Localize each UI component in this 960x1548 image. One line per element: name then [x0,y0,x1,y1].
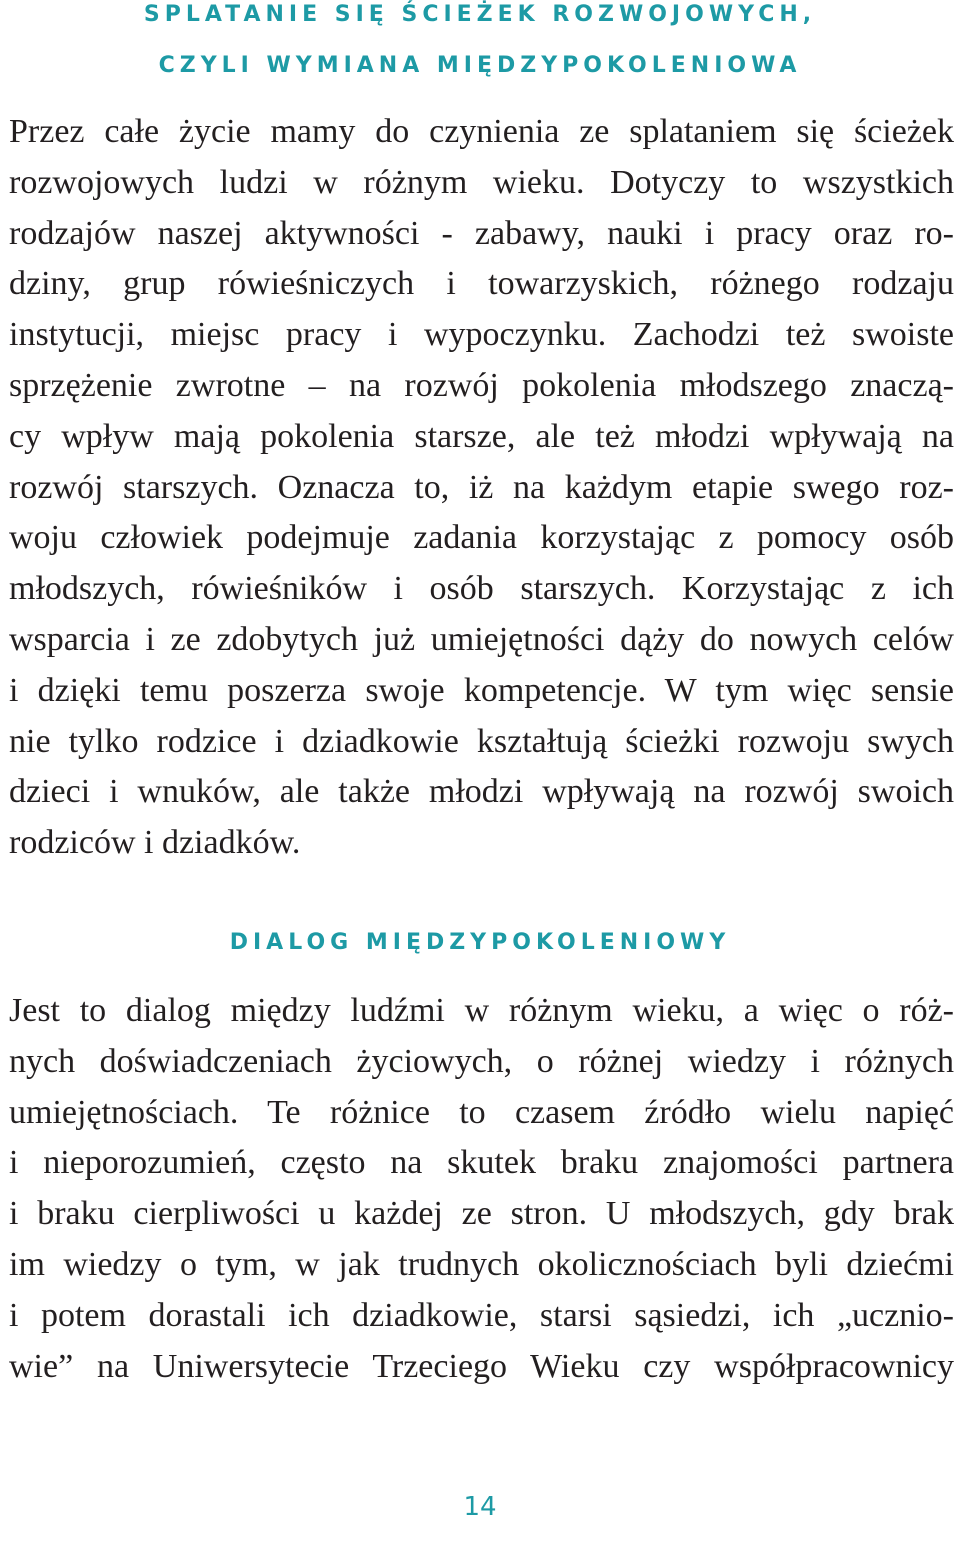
paragraph-dialog [9,986,954,1392]
text-line: i dzięki temu poszerza swoje kompetencje. W tym więc sensie [9,671,954,709]
text-line: i nieporozumień, często na skutek braku znajomości partnera [9,1144,954,1182]
text-line: rozwojowych ludzi w różnym wieku. Dotyczy to wszystkich [9,163,954,201]
section-heading-line-2: CZYLI WYMIANA MIĘDZYPOKOLENIOWA [158,53,802,78]
text-line: instytucji, miejsc pracy i wypoczynku. Zachodzi też swoiste [9,316,954,354]
text-line: woju człowiek podejmuje zadania korzystając z pomocy osób [9,519,954,557]
text-line: rodzajów naszej aktywności - zabawy, nauki i pracy oraz ro- [9,214,954,252]
text-line: im wiedzy o tym, w jak trudnych okolicznościach byli dziećmi [9,1245,954,1283]
section-heading-dialog: DIALOG MIĘDZYPOKOLENIOWY [229,930,731,955]
text-line: wie” na Uniwersytecie Trzeciego Wieku czy współpracownicy [9,1347,954,1385]
section-heading-line-1: SPLATANIE SIĘ ŚCIEŻEK ROZWOJOWYCH, [143,2,817,27]
paragraph-splatanie [9,107,954,869]
text-line: i potem dorastali ich dziadkowie, starsi sąsiedzi, ich „ucznio- [9,1296,954,1334]
text-line: nych doświadczeniach życiowych, o różnej wiedzy i różnych [9,1042,954,1080]
text-line: Jest to dialog między ludźmi w różnym wieku, a więc o róż- [9,992,954,1029]
text-line: dzieci i wnuków, ale także młodzi wpływają na rozwój swoich [9,773,954,811]
text-line: dziny, grup rówieśniczych i towarzyskich, różnego rodzaju [9,265,954,303]
text-line: wsparcia i ze zdobytych już umiejętności dąży do nowych celów [9,620,954,658]
text-line: Przez całe życie mamy do czynienia ze splataniem się ścieżek [9,113,954,150]
page-number: 14 [463,1492,497,1522]
text-line: nie tylko rodzice i dziadkowie kształtują ścieżki rozwoju swych [9,722,954,760]
text-line: sprzężenie zwrotne – na rozwój pokolenia młodszego znaczą- [9,366,954,404]
text-line: rozwój starszych. Oznacza to, iż na każdym etapie swego roz- [9,468,954,506]
text-line: cy wpływ mają pokolenia starsze, ale też młodzi wpływają na [9,417,954,455]
text-line: umiejętnościach. Te różnice to czasem źródło wielu napięć [9,1093,954,1131]
text-line: młodszych, rówieśników i osób starszych. Korzystając z ich [9,570,954,608]
text-line: rodziców i dziadków. [9,824,301,862]
text-line: i braku cierpliwości u każdej ze stron. U młodszych, gdy brak [9,1195,954,1233]
